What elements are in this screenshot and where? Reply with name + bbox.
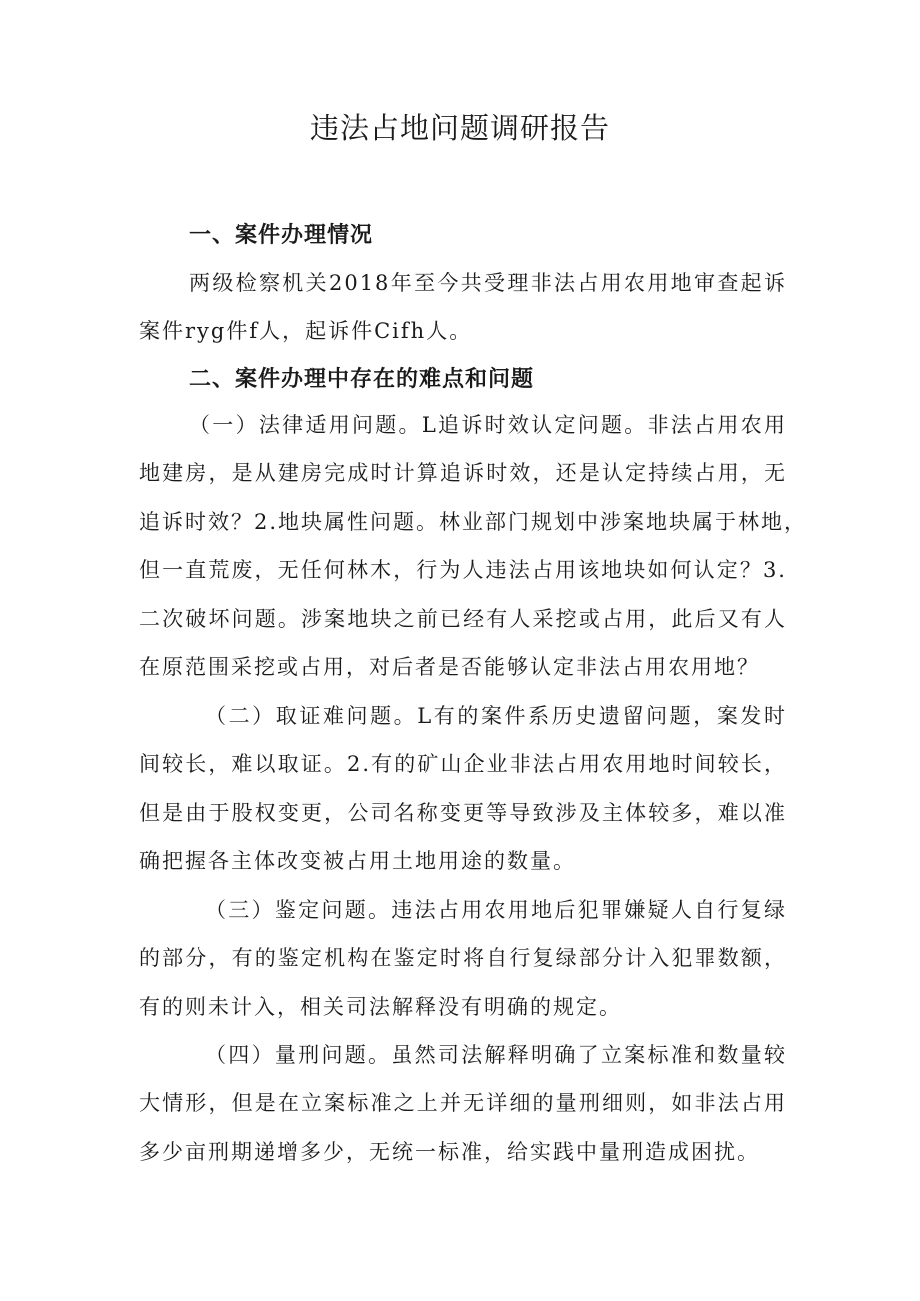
paragraph-appraisal <box>205 886 787 935</box>
paragraph-line: 但是由于股权变更，公司名称变更等导致涉及主体较多，难以准 <box>139 800 787 825</box>
paragraph-line: 案件ryg件f人，起诉件Cifh人。 <box>139 319 473 343</box>
paragraph-line: 的部分，有的鉴定机构在鉴定时将自行复绿部分计入犯罪数额， <box>139 946 787 970</box>
paragraph-line: 有的则未计入，相关司法解释没有明确的规定。 <box>139 994 622 1019</box>
paragraph-line: （三）鉴定问题。违法占用农用地后犯罪嫌疑人自行复绿 <box>205 898 787 922</box>
paragraph-legal-application-cont <box>139 449 808 692</box>
paragraph-line: 确把握各主体改变被占用土地用途的数量。 <box>139 849 576 873</box>
paragraph-line: 两级检察机关2018年至今共受理非法占用农用地审查起诉 <box>189 271 787 295</box>
paragraph-line: 间较长，难以取证。2.有的矿山企业非法占用农用地时间较长， <box>139 752 787 776</box>
paragraph-case-statistics-cont <box>139 307 787 356</box>
paragraph-case-statistics <box>189 259 787 308</box>
section-heading-2: 二、案件办理中存在的难点和问题 <box>189 367 535 392</box>
paragraph-line: （二）取证难问题。L有的案件系历史遗留问题，案发时 <box>205 704 787 728</box>
section-heading-1: 一、案件办理情况 <box>189 223 374 248</box>
paragraph-line: 二次破坏问题。涉案地块之前已经有人采挖或占用，此后又有人 <box>139 606 787 631</box>
paragraph-line: 大情形，但是在立案标准之上并无详细的量刑细则，如非法占用 <box>139 1091 787 1115</box>
paragraph-line: （一）法律适用问题。L追诉时效认定问题。非法占用农用 <box>189 413 787 437</box>
paragraph-appraisal-cont <box>139 934 787 1031</box>
paragraph-line: 追诉时效？2.地块属性问题。林业部门规划中涉案地块属于林地， <box>139 509 808 534</box>
paragraph-line: 但一直荒废，无任何林木，行为人违法占用该地块如何认定？3. <box>139 558 787 582</box>
paragraph-line: 地建房，是从建房完成时计算追诉时效，还是认定持续占用，无 <box>139 461 787 485</box>
paragraph-line: 在原范围采挖或占用，对后者是否能够认定非法占用农用地？ <box>139 655 760 679</box>
paragraph-sentencing-cont <box>139 1079 787 1176</box>
paragraph-line: （四）量刑问题。虽然司法解释明确了立案标准和数量较 <box>205 1043 787 1067</box>
paragraph-legal-application <box>189 401 787 450</box>
paragraph-sentencing <box>205 1031 787 1080</box>
paragraph-evidence-difficulty-cont <box>139 740 787 886</box>
paragraph-evidence-difficulty <box>205 692 787 741</box>
paragraph-line: 多少亩刑期递增多少，无统一标准，给实践中量刑造成困扰。 <box>139 1139 760 1164</box>
document-title: 违法占地问题调研报告 <box>309 111 610 145</box>
